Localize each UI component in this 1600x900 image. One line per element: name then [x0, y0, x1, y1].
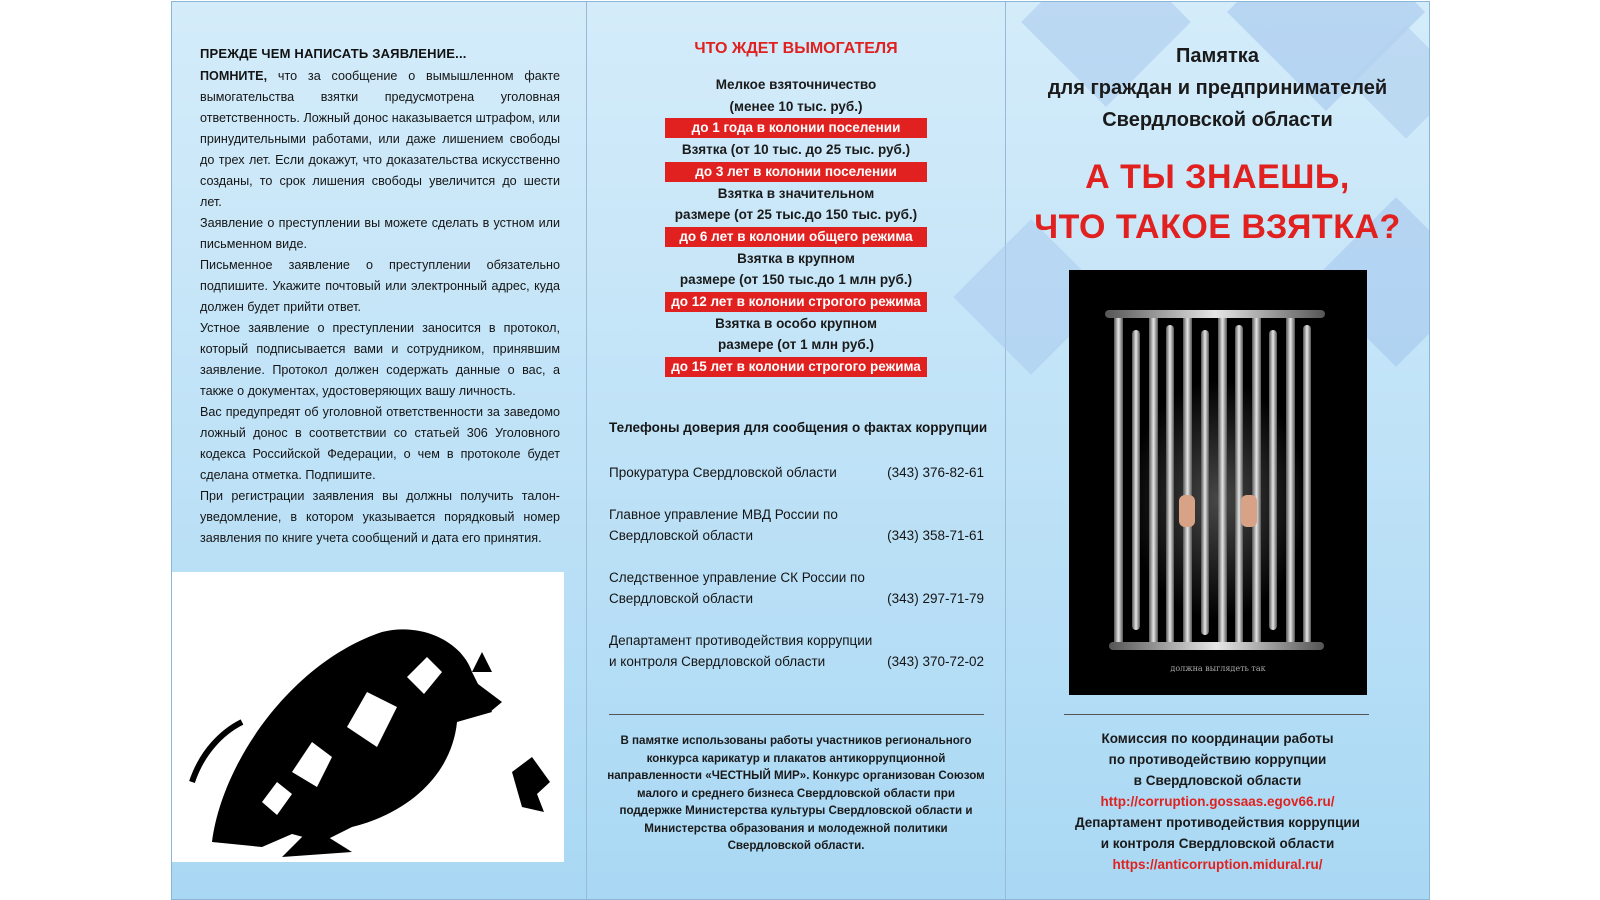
contact-name: Департамент противодействия коррупции и контроля Свердловской области [609, 633, 873, 669]
paragraph-6: При регистрации заявления вы должны получить талон-уведомление, в котором указывается порядковый номер заявления по книге учета сообщений и дата его принятия. [200, 489, 560, 545]
contact-row [609, 462, 984, 483]
paragraph-3: Письменное заявление о преступлении обязательно подпишите. Укажите почтовый или электронный адрес, куда должен будет прийти ответ. [200, 258, 560, 314]
paragraph-4: Устное заявление о преступлении заносится в протокол, который подписывается вами и сотрудником, принявшим заявление. Протокол должен содержать данные о вас, а также о документах, удостоверяющих вашу личность. [200, 321, 560, 398]
brochure-sheet [171, 1, 1430, 900]
penalty-badge: до 15 лет в колонии строгого режима [665, 357, 927, 377]
penalty-desc: Взятка в крупном [737, 250, 855, 266]
penalty-badge: до 3 лет в колонии поселении [665, 162, 927, 182]
penalty-desc: размере (от 150 тыс.до 1 млн руб.) [679, 272, 913, 287]
footer-line: в Свердловской области [1133, 773, 1302, 788]
penalty-badge: до 1 года в колонии поселении [665, 118, 927, 138]
contact-phone: (343) 370-72-02 [887, 654, 984, 669]
contact-phone: (343) 376-82-61 [887, 465, 984, 480]
penalty-desc: (менее 10 тыс. руб.) [729, 98, 863, 114]
contact-row [609, 630, 984, 672]
heading-line: для граждан и предпринимателей [1047, 77, 1388, 99]
penalty-desc: размере (от 25 тыс.до 150 тыс. руб.) [674, 207, 918, 222]
panel-left [172, 2, 587, 899]
contact-row [609, 567, 984, 609]
footer-line: и контроля Свердловской области [1100, 836, 1335, 851]
corruption-rat-illustration [172, 572, 564, 862]
contact-name: Следственное управление СК России по Свердловской области [609, 570, 865, 606]
penalty-item [587, 139, 1005, 182]
footer-line: Департамент противодействия коррупции [1075, 815, 1360, 830]
commission-link[interactable]: http://corruption.gossaas.egov66.ru/ [1100, 794, 1335, 809]
contest-note: В памятке использованы работы участников регионального конкурса карикатур и плакатов антикоррупционной направленности «ЧЕСТНЫЙ МИР». Конкурс организован Союзом малого и среднего бизнеса Свердловской области при поддержке Министерства культуры Свердловской области и Министерства образования и молодежной политики Свердловской области. [607, 734, 985, 852]
hotline-title: Телефоны доверия для сообщения о фактах коррупции [609, 420, 988, 435]
panel-middle [587, 2, 1006, 899]
paragraph-5: Вас предупредят об уголовной ответственности за заведомо ложный донос в соответствии со статьей 306 Уголовного кодекса Российской Федерации, о чем в протоколе будет сделана отметка. Подпишите. [200, 405, 560, 482]
question-line: ЧТО ТАКОЕ ВЗЯТКА? [1034, 208, 1401, 246]
heading-line: Памятка [1176, 45, 1259, 67]
contact-phone: (343) 297-71-79 [887, 591, 984, 606]
contact-phone: (343) 358-71-61 [887, 528, 984, 543]
remember-word: ПОМНИТЕ, [200, 69, 268, 83]
leaflet-heading [1006, 40, 1429, 136]
contacts-footer [1006, 728, 1429, 875]
penalties-list [587, 74, 1005, 378]
penalty-item [587, 313, 1005, 377]
extortioner-title: ЧТО ЖДЕТ ВЫМОГАТЕЛЯ [694, 40, 898, 57]
panel1-text [200, 66, 560, 549]
penalty-badge: до 12 лет в колонии строгого режима [665, 292, 927, 312]
penalty-badge: до 6 лет в колонии общего режима [665, 227, 927, 247]
contact-row [609, 504, 984, 546]
penalty-desc: размере (от 1 млн руб.) [718, 337, 874, 352]
penalty-item [587, 248, 1005, 312]
contact-name: Прокуратура Свердловской области [609, 465, 837, 480]
panel-right [1006, 2, 1429, 899]
main-question [1006, 152, 1429, 252]
remember-text: что за сообщение о вымышленном факте вымогательства взятки предусмотрена уголовная ответственность. Ложный донос наказывается штрафом, или принудительными работами, или даже лишением свободы до трех лет. Если докажут, что доказательства искусственно созданы, то срок лишения свободы увеличится до шести лет. [200, 69, 560, 209]
remember-paragraph [200, 66, 560, 213]
footer-line: по противодействию коррупции [1108, 752, 1327, 767]
paragraph-2: Заявление о преступлении вы можете сделать в устном или письменном виде. [200, 216, 560, 251]
corruption-bars-poster [1069, 270, 1367, 695]
department-link[interactable]: https://anticorruption.midural.ru/ [1112, 857, 1323, 872]
penalty-desc: Взятка в значительном [717, 185, 875, 201]
footer-line: Комиссия по координации работы [1101, 731, 1334, 746]
penalty-desc: Взятка в особо крупном [715, 315, 877, 331]
panel1-title: ПРЕЖДЕ ЧЕМ НАПИСАТЬ ЗАЯВЛЕНИЕ... [200, 46, 467, 61]
heading-line: Свердловской области [1102, 109, 1333, 131]
poster-caption: должна выглядеть так [1170, 664, 1266, 673]
contact-name: Главное управление МВД России по Свердловской области [609, 507, 838, 543]
penalty-item [587, 183, 1005, 247]
divider [609, 714, 984, 715]
divider [1064, 714, 1369, 715]
question-line: А ТЫ ЗНАЕШЬ, [1085, 158, 1350, 196]
penalty-desc: Взятка (от 10 тыс. до 25 тыс. руб.) [681, 142, 911, 157]
penalty-desc: Мелкое взяточничество [715, 77, 877, 92]
penalty-item [587, 74, 1005, 138]
